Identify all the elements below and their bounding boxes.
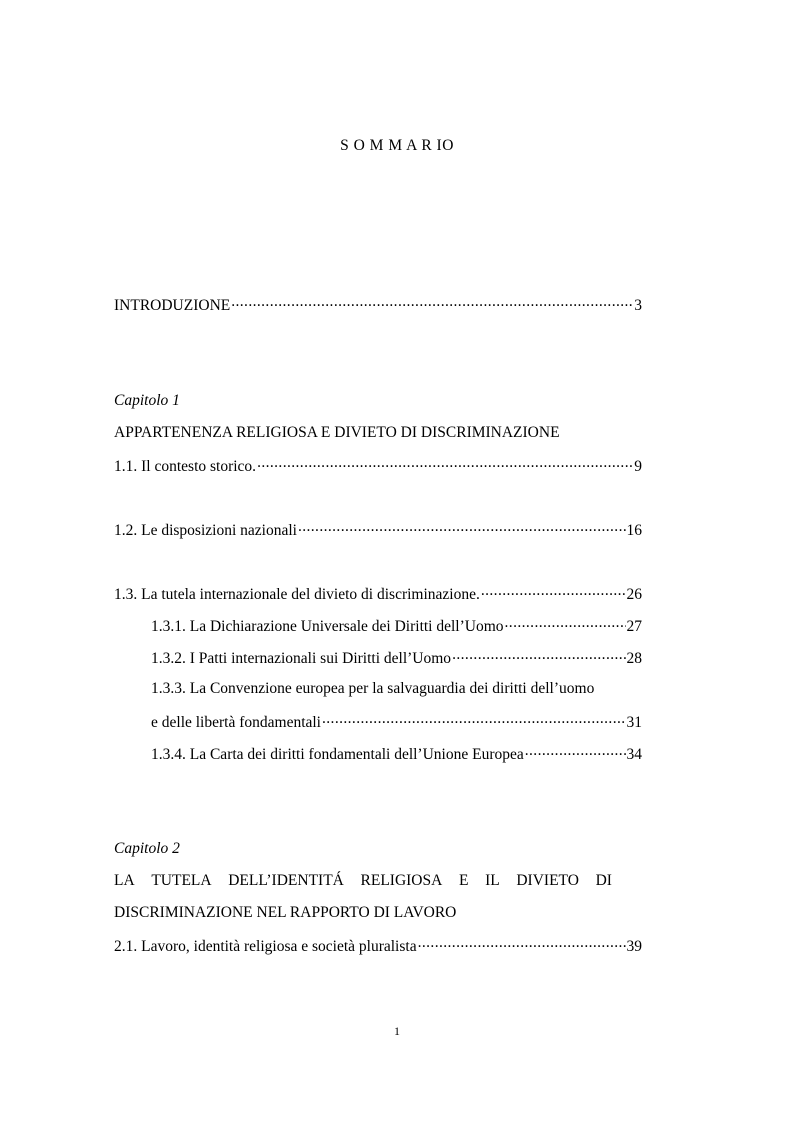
- toc-entry-page: 31: [626, 714, 642, 731]
- heading-word: DI: [595, 872, 612, 889]
- dot-leader: [452, 647, 625, 663]
- toc-subentry[interactable]: [151, 743, 642, 765]
- chapter-heading: APPARTENENZA RELIGIOSA E DIVIETO DI DISCRIMINAZIONE: [114, 424, 560, 441]
- dot-leader: [298, 519, 626, 535]
- dot-leader: [418, 935, 626, 951]
- page-number: 1: [394, 1024, 400, 1038]
- toc-entry-page: 3: [634, 297, 642, 314]
- toc-entry-page: 39: [626, 938, 642, 955]
- toc-subentry-label-line1[interactable]: 1.3.3. La Convenzione europea per la salvaguardia dei diritti dell’uomo: [151, 680, 595, 697]
- toc-entry-label: 1.3.4. La Carta dei diritti fondamentali dell’Unione Europea: [151, 746, 524, 763]
- toc-entry-page: 27: [626, 618, 642, 635]
- toc-entry-label: 1.1. Il contesto storico.: [114, 458, 257, 475]
- heading-word: DIVIETO: [516, 872, 579, 889]
- dot-leader: [322, 711, 626, 727]
- page-title: S O M M A R IO: [340, 137, 454, 154]
- toc-subentry[interactable]: [151, 711, 642, 733]
- heading-word: TUTELA: [151, 872, 212, 889]
- dot-leader: [231, 294, 633, 310]
- chapter-heading-line2: DISCRIMINAZIONE NEL RAPPORTO DI LAVORO: [114, 904, 457, 921]
- toc-entry-label: e delle libertà fondamentali: [151, 714, 321, 731]
- toc-entry-label: 1.3. La tutela internazionale del divieto di discriminazione.: [114, 586, 480, 603]
- chapter-label: Capitolo 2: [114, 840, 180, 857]
- toc-entry-page: 16: [626, 522, 642, 539]
- toc-entry-introduzione[interactable]: [114, 294, 642, 316]
- toc-entry-page: 34: [626, 746, 642, 763]
- toc-entry-page: 28: [626, 650, 642, 667]
- toc-entry-label: 2.1. Lavoro, identità religiosa e società pluralista: [114, 938, 417, 955]
- dot-leader: [525, 743, 626, 759]
- toc-entry-page: 26: [626, 586, 642, 603]
- heading-word: DELL’IDENTITÁ: [228, 872, 344, 889]
- toc-entry-label: 1.3.2. I Patti internazionali sui Diritti dell’Uomo: [151, 650, 452, 667]
- toc-entry[interactable]: [114, 519, 642, 541]
- dot-leader: [257, 455, 633, 471]
- chapter-heading: [114, 871, 612, 891]
- toc-subentry[interactable]: [151, 647, 642, 669]
- heading-word: E: [458, 872, 469, 889]
- dot-leader: [481, 583, 626, 599]
- chapter-label: Capitolo 1: [114, 392, 180, 409]
- toc-entry-label: 1.3.1. La Dichiarazione Universale dei Diritti dell’Uomo: [151, 618, 504, 635]
- heading-word: LA: [114, 872, 135, 889]
- toc-entry[interactable]: [114, 583, 642, 605]
- toc-entry-label: 1.2. Le disposizioni nazionali: [114, 522, 297, 539]
- toc-entry[interactable]: [114, 455, 642, 477]
- heading-word: RELIGIOSA: [360, 872, 443, 889]
- toc-entry-label: INTRODUZIONE: [114, 297, 231, 314]
- heading-word: IL: [485, 872, 500, 889]
- toc-entry[interactable]: [114, 935, 642, 957]
- dot-leader: [505, 615, 626, 631]
- toc-entry-page: 9: [634, 458, 642, 475]
- toc-subentry[interactable]: [151, 615, 642, 637]
